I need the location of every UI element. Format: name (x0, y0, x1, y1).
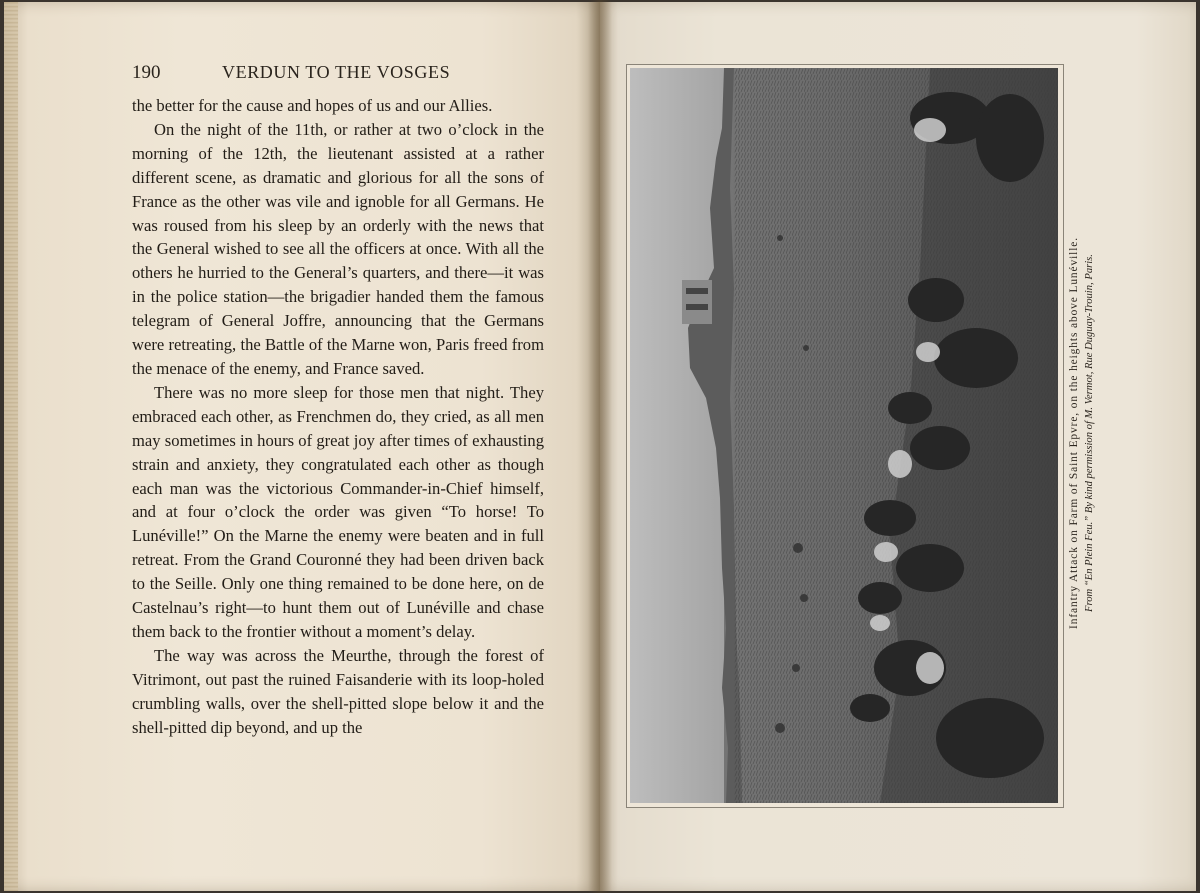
paragraph-1: the better for the cause and hopes of us and our Allies. (132, 96, 493, 115)
book-gutter (588, 0, 612, 893)
paragraph-3: There was no more sleep for those men that night. They embraced each other, as Frenchmen do, they cried, as all men may sometimes in hours of great joy after times of exhausting strain and anxiety, they congratulated each other as though each man was the victorious Commander-in-Chief himself, and at four o’clock the order was given “To horse! To Lunéville!” On the Marne the enemy were beaten and in full retreat. From the Grand Couronné they had been driven back to the Seille. Only one thing remained to be done here, on de Castelnau’s right—to hunt them out of Lunéville and chase them back to the frontier without a moment’s delay. (132, 382, 544, 641)
paragraph-4: The way was across the Meurthe, through the forest of Vitrimont, out past the ruined Faisanderie with its loop-holed crumbling walls, over the shell-pitted slope below it and the shell-pitted dip beyond, and up the (132, 645, 544, 737)
caption-title: Infantry Attack on Farm of Saint Epvre, on the heights above Lunéville. (1068, 237, 1080, 629)
body-text (132, 94, 544, 739)
running-head: VERDUN TO THE VOSGES (222, 62, 451, 82)
caption-credit: From “En Plein Feu.” By kind permission of M. Vermot, Rue Duguay-Trouin, Paris. (1084, 254, 1095, 612)
page-number: 190 (132, 62, 161, 83)
paragraph-2: On the night of the 11th, or rather at two o’clock in the morning of the 12th, the lieutenant assisted at a rather different scene, as dramatic and glorious for all the sons of France as the other was vile and ignoble for all Germans. He was roused from his sleep by an orderly with the news that the General wished to see all the officers at once. With all the others he hurried to the General’s quarters, and there—it was in the police station—the brigadier handed them the famous telegram of General Joffre, announcing that the Germans were retreating, the Battle of the Marne won, Paris freed from the menace of the enemy, and France saved. (132, 119, 544, 378)
page-header (132, 62, 542, 86)
battlefield-photo (630, 68, 1058, 803)
